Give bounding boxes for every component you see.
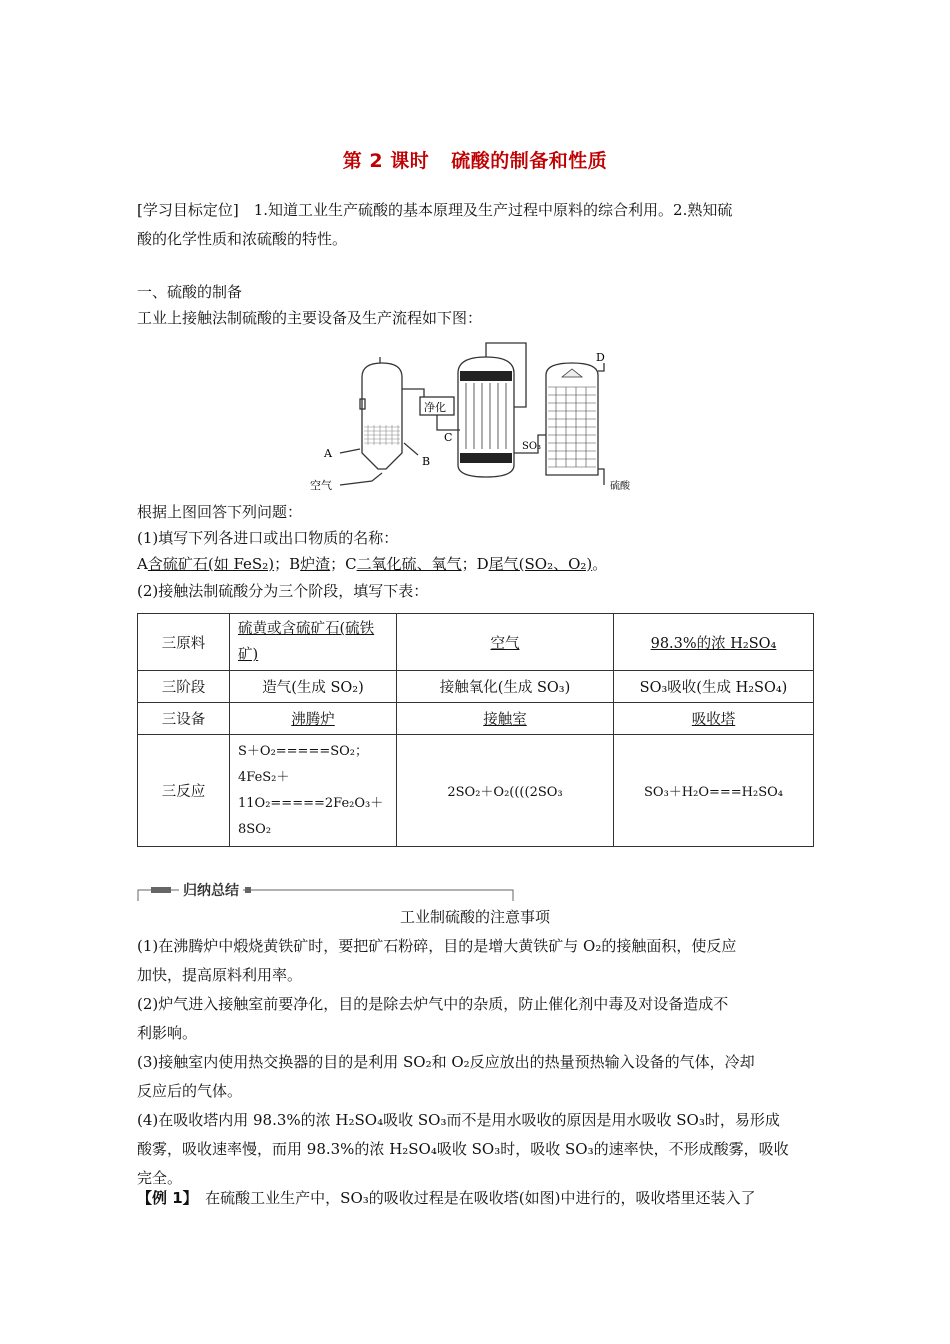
- table-row: 三设备 沸腾炉 接触室 吸收塔: [138, 703, 814, 735]
- summary-points: (1)在沸腾炉中煅烧黄铁矿时，要把矿石粉碎，目的是增大黄铁矿与 O₂的接触面积，使反应 加快，提高原料利用率。 (2)炉气进入接触室前要净化，目的是除去炉气中的杂质，防止催化剂中毒及对设备造成不 利影响。 (3)接触室内使用热交换器的目的是利用 SO₂和 O₂反应放出的热量预热输入设备的气体，冷却 反应后的气体。 (4)在吸收塔内用 98.3%的浓 H₂SO₄吸收 SO₃而不是用水吸收的原因是用水吸收 SO₃时，易形成 酸雾，吸收速率慢，而用 98.3%的浓 H₂SO₄吸收 SO₃时，吸收 SO₃的速率快，不形成酸雾，吸收 完全。: [137, 937, 789, 1187]
- furnace-outline: [362, 363, 402, 469]
- answer-d: 尾气(SO₂、O₂): [488, 555, 593, 573]
- answer-a: 含硫矿石(如 FeS₂): [147, 555, 275, 573]
- label-b: B: [422, 455, 431, 468]
- label-acid: 硫酸: [610, 481, 630, 492]
- row-head: 三设备: [138, 703, 230, 735]
- label-d: D: [596, 351, 605, 364]
- section-heading: 一、硫酸的制备: [137, 283, 243, 301]
- example-tag: 【例 1】: [137, 1189, 191, 1207]
- objective-line-1: [学习目标定位] 1.知道工业生产硫酸的基本原理及生产过程中原料的综合利用。2.熟知硫: [137, 201, 733, 219]
- example-1: 【例 1】 在硫酸工业生产中，SO₃的吸收过程是在吸收塔(如图)中进行的，吸收塔里还装入了: [137, 1189, 756, 1207]
- title-topic: 硫酸的制备和性质: [451, 150, 608, 172]
- label-c: C: [444, 431, 453, 444]
- objective-line-2: 酸的化学性质和浓硫酸的特性。: [137, 230, 348, 248]
- questions-intro: 根据上图回答下列问题：: [137, 503, 303, 521]
- answer-b: 炉渣: [300, 555, 331, 573]
- row-head: 三反应: [138, 735, 230, 847]
- label-purify: 净化: [424, 401, 446, 414]
- sulfuric-acid-process-diagram: [300, 335, 660, 495]
- question-1: (1)填写下列各进口或出口物质的名称：: [137, 529, 399, 547]
- summary-tag: 归纳总结: [137, 880, 515, 902]
- row-head: 三原料: [138, 614, 230, 671]
- question-1-answers: A含硫矿石(如 FeS₂)；B炉渣；C二氧化硫、氧气；D尾气(SO₂、O₂)。: [137, 555, 608, 573]
- answer-c: 二氧化硫、氧气: [356, 555, 462, 573]
- summary-heading: 工业制硫酸的注意事项: [399, 908, 550, 926]
- section-intro: 工业上接触法制硫酸的主要设备及生产流程如下图：: [137, 309, 483, 327]
- label-a: A: [324, 447, 332, 460]
- page-title: [0, 146, 950, 173]
- question-2: (2)接触法制硫酸分为三个阶段，填写下表：: [137, 582, 429, 600]
- table-row: 三原料 硫黄或含硫矿石(硫铁矿) 空气 98.3%的浓 H₂SO₄: [138, 614, 814, 671]
- label-air: 空气: [310, 479, 332, 492]
- table-row: 三阶段 造气(生成 SO₂) 接触氧化(生成 SO₃) SO₃吸收(生成 H₂SO₄): [138, 671, 814, 703]
- three-stages-table: [137, 613, 814, 847]
- table-row: 三反应 S＋O₂=====SO₂； 4FeS₂＋ 11O₂=====2Fe₂O₃＋ 8SO₂ 2SO₂＋O₂((((2SO₃ SO₃＋H₂O===H₂SO₄: [138, 735, 814, 847]
- learning-objectives: [137, 196, 817, 254]
- row-head: 三阶段: [138, 671, 230, 703]
- title-lesson: 第 2 课时: [342, 150, 430, 172]
- label-so3: SO₃: [522, 441, 542, 452]
